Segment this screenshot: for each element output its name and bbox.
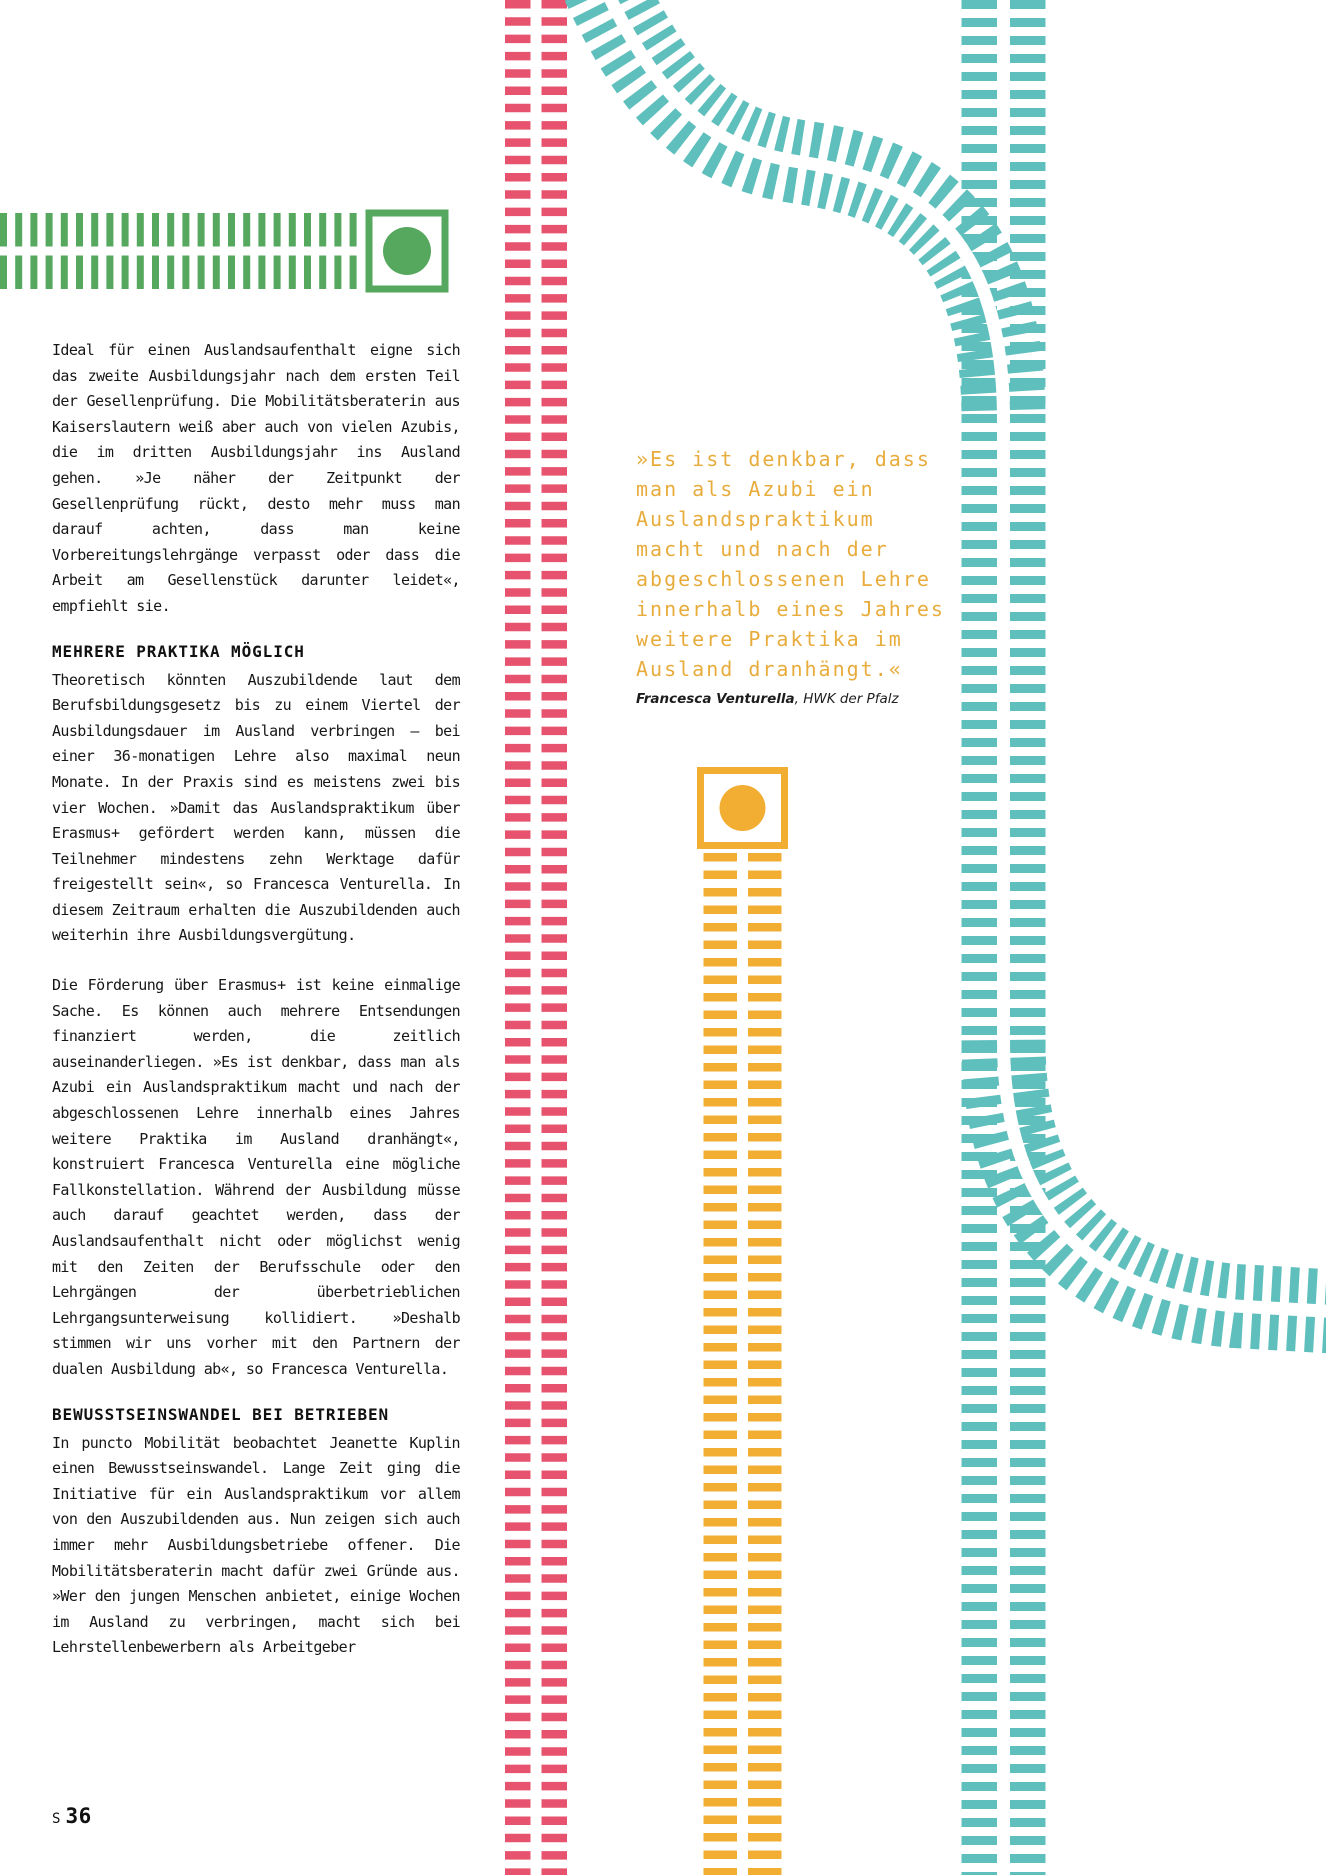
pull-quote-line: innerhalb eines Jahres — [636, 597, 945, 621]
railway-track-green — [0, 213, 445, 289]
page-number — [52, 1804, 92, 1828]
pull-quote-line: macht und nach der — [636, 537, 889, 561]
page-number-prefix: S — [52, 1811, 61, 1827]
pull-quote-line: Auslandspraktikum — [636, 507, 875, 531]
intro-paragraph: Ideal für einen Auslandsaufenthalt eigne sich das zweite Ausbildungsjahr nach dem ersten Teil der Gesellenprüfung. Die Mobilitätsberaterin aus Kaiserslautern weiß aber auch von vielen Azubis, die im dritten Ausbildungsjahr ins Ausland gehen. »Je näher der Zeitpunkt der Gesellenprüfung rückt, desto mehr muss man darauf achten, dass man keine Vorbereitungslehrgänge verpasst oder dass die Arbeit am Gesellenstück darunter leidet«, empfiehlt sie. — [52, 341, 460, 615]
pull-quote-line: weitere Praktika im — [636, 627, 903, 651]
pull-quote-line: man als Azubi ein — [636, 477, 875, 501]
rail-gap-teal-top-curve — [588, 0, 1004, 420]
article-column — [52, 338, 460, 1685]
attribution-name: Francesca Venturella — [636, 691, 795, 707]
pull-quote — [636, 444, 956, 707]
section-2-paragraph: In puncto Mobilität beobachtet Jeanette Kuplin einen Bewusstseinswandel. Lange Zeit ging die Initiative für ein Auslandspraktikum vor allem von den Auszubildenden aus. Nun zeigen sich auch immer mehr Ausbildungsbetriebe offener. Die Mobilitätsberaterin macht dafür zwei Gründe aus. »Wer den jungen Menschen anbietet, einige Wochen im Ausland zu verbringen, macht sich bei Lehrstellenbewerbern als Arbeitgeber — [52, 1433, 460, 1657]
pull-quote-attribution — [636, 691, 956, 707]
section-heading-bewusstseinswandel: BEWUSSTSEINSWANDEL BEI BETRIEBEN — [52, 1404, 390, 1424]
railway-track-yellow — [701, 771, 785, 1875]
terminal-signal-lamp-yellow — [720, 785, 766, 831]
section-1-paragraph: Theoretisch könnten Auszubildende laut dem Berufsbildungsgesetz bis zu einem Viertel der Ausbildungsdauer im Ausland verbringen – bei einer 36-monatigen Lehre also maximal neun Monate. In der Praxis sind es meistens zwei bis vier Wochen. »Damit das Auslandspraktikum über Erasmus+ gefördert werden kann, müssen die Teilnehmer mindestens zehn Werktage dafür freigestellt sein«, so Francesca Venturella. In diesem Zeitraum erhalten die Auszubildenden auch weiterhin ihre Ausbildungsvergütung. — [52, 670, 460, 945]
section-1-paragraph-2: Die Förderung über Erasmus+ ist keine einmalige Sache. Es können auch mehrere Entsendungen finanziert werden, die zeitlich auseinanderliegen. »Es ist denkbar, dass man als Azubi ein Auslandspraktikum macht und nach der abgeschlossenen Lehre innerhalb eines Jahres weitere Praktika im Ausland dranhängt«, konstruiert Francesca Venturella eine mögliche Fallkonstellation. Während der Ausbildung müsse auch darauf geachtet werden, dass der Auslandsaufenthalt nicht oder möglichst wenig mit den Zeiten der Berufsschule oder den Lehrgängen der überbetrieblichen Lehrgangsunterweisung kollidiert. »Deshalb stimmen wir uns vorher mit den Partnern der dualen Ausbildung ab«, so Francesca Venturella. — [52, 976, 460, 1378]
page-number-value: 36 — [65, 1804, 92, 1828]
pull-quote-line: »Es ist denkbar, dass — [636, 447, 931, 471]
terminal-signal-lamp-green — [383, 227, 431, 275]
attribution-affiliation: , HWK der Pfalz — [794, 691, 899, 707]
railway-ties-teal-bottom-curve — [1004, 1040, 1326, 1313]
pull-quote-line: Ausland dranhängt.« — [636, 657, 903, 681]
pull-quote-line: abgeschlossenen Lehre — [636, 567, 931, 591]
railway-track-teal — [588, 0, 1326, 1875]
section-heading-mehrere-praktika: MEHRERE PRAKTIKA MÖGLICH — [52, 641, 305, 661]
